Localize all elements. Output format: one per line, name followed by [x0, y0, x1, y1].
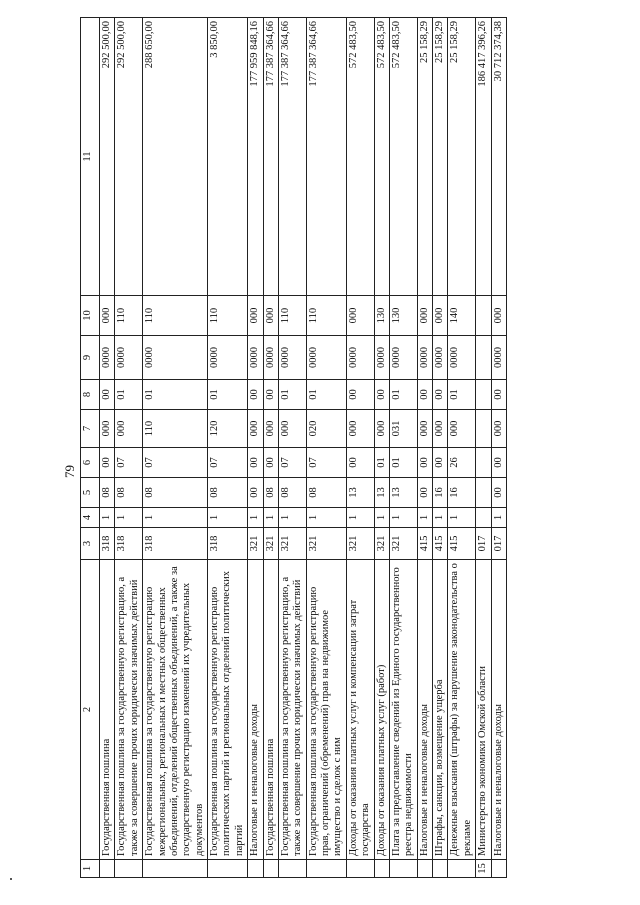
item-name-cell: Доходы от оказания платных услуг и компенсации затрат государства	[346, 560, 374, 860]
subarticle-code-cell	[476, 410, 491, 448]
group-code-cell: 1	[374, 508, 389, 528]
item-name-cell: Штрафы, санкции, возмещение ущерба	[433, 560, 448, 860]
table-row	[263, 18, 278, 878]
element-code-cell: 00	[346, 380, 374, 410]
amount-cell: 177 387 364,66	[263, 18, 278, 296]
economic-code-cell: 130	[374, 296, 389, 336]
row-number-cell	[208, 860, 248, 878]
table-row	[417, 18, 432, 878]
table-row	[208, 18, 248, 878]
group-code-cell	[476, 508, 491, 528]
table-row	[476, 18, 491, 878]
economic-code-cell: 000	[100, 296, 115, 336]
article-code-cell: 01	[389, 448, 417, 478]
header-cell: 1	[81, 860, 100, 878]
admin-code-cell: 415	[448, 528, 476, 560]
header-cell: 5	[81, 478, 100, 508]
item-name-cell: Государственная пошлина	[100, 560, 115, 860]
item-name-cell: Государственная пошлина за государственную регистрацию, а также за совершение прочих юридически значимых действий	[115, 560, 143, 860]
group-code-cell: 1	[389, 508, 417, 528]
program-code-cell: 0000	[448, 336, 476, 380]
program-code-cell: 0000	[248, 336, 263, 380]
table-row	[374, 18, 389, 878]
row-number-cell	[417, 860, 432, 878]
rotated-content	[60, 18, 615, 878]
program-code-cell: 0000	[417, 336, 432, 380]
table-row	[491, 18, 506, 878]
amount-cell: 572 483,50	[346, 18, 374, 296]
amount-cell: 572 483,50	[389, 18, 417, 296]
article-code-cell: 00	[346, 448, 374, 478]
amount-cell: 572 483,50	[374, 18, 389, 296]
article-code-cell: 07	[278, 448, 306, 478]
table-row	[389, 18, 417, 878]
economic-code-cell: 000	[248, 296, 263, 336]
group-code-cell: 1	[208, 508, 248, 528]
subarticle-code-cell: 000	[248, 410, 263, 448]
amount-cell: 30 712 374,38	[491, 18, 506, 296]
element-code-cell: 01	[278, 380, 306, 410]
table-row	[346, 18, 374, 878]
admin-code-cell: 318	[208, 528, 248, 560]
element-code-cell: 00	[100, 380, 115, 410]
subgroup-code-cell: 13	[374, 478, 389, 508]
amount-cell: 3 850,00	[208, 18, 248, 296]
subgroup-code-cell: 08	[263, 478, 278, 508]
group-code-cell: 1	[417, 508, 432, 528]
subarticle-code-cell: 000	[448, 410, 476, 448]
article-code-cell: 00	[100, 448, 115, 478]
row-number-cell	[389, 860, 417, 878]
table-row	[248, 18, 263, 878]
amount-cell: 186 417 396,26	[476, 18, 491, 296]
element-code-cell: 00	[248, 380, 263, 410]
table-row	[143, 18, 208, 878]
group-code-cell: 1	[433, 508, 448, 528]
article-code-cell: 07	[208, 448, 248, 478]
element-code-cell: 01	[115, 380, 143, 410]
subgroup-code-cell: 13	[346, 478, 374, 508]
admin-code-cell: 318	[100, 528, 115, 560]
item-name-cell: Государственная пошлина за государственную регистрацию прав, ограничений (обременений) прав на недвижимое имущество и сделок с ним	[306, 560, 346, 860]
subarticle-code-cell: 000	[100, 410, 115, 448]
admin-code-cell: 318	[143, 528, 208, 560]
admin-code-cell: 321	[263, 528, 278, 560]
item-name-cell: Государственная пошлина за государственную регистрацию межрегиональных, региональных и местных общественных объединений, отделений общественных объединений, а также за государственную регистрацию изменений их учредительных документов	[143, 560, 208, 860]
admin-code-cell: 321	[306, 528, 346, 560]
economic-code-cell: 000	[263, 296, 278, 336]
amount-cell: 288 650,00	[143, 18, 208, 296]
program-code-cell: 0000	[115, 336, 143, 380]
group-code-cell: 1	[100, 508, 115, 528]
group-code-cell: 1	[448, 508, 476, 528]
header-cell: 10	[81, 296, 100, 336]
table-row	[448, 18, 476, 878]
economic-code-cell: 000	[433, 296, 448, 336]
row-number-cell	[374, 860, 389, 878]
header-row	[81, 18, 100, 878]
article-code-cell: 26	[448, 448, 476, 478]
amount-cell: 177 959 848,16	[248, 18, 263, 296]
row-number-cell	[115, 860, 143, 878]
header-cell: 7	[81, 410, 100, 448]
item-name-cell: Денежные взыскания (штрафы) за нарушение законодательства о рекламе	[448, 560, 476, 860]
program-code-cell: 0000	[306, 336, 346, 380]
subgroup-code-cell	[476, 478, 491, 508]
table-row	[100, 18, 115, 878]
admin-code-cell: 321	[374, 528, 389, 560]
article-code-cell: 00	[433, 448, 448, 478]
item-name-cell: Налоговые и неналоговые доходы	[248, 560, 263, 860]
economic-code-cell: 110	[208, 296, 248, 336]
element-code-cell: 01	[143, 380, 208, 410]
admin-code-cell: 318	[115, 528, 143, 560]
group-code-cell: 1	[346, 508, 374, 528]
economic-code-cell: 000	[417, 296, 432, 336]
subarticle-code-cell: 020	[306, 410, 346, 448]
admin-code-cell: 415	[417, 528, 432, 560]
subarticle-code-cell: 000	[263, 410, 278, 448]
admin-code-cell: 321	[346, 528, 374, 560]
subgroup-code-cell: 00	[491, 478, 506, 508]
subgroup-code-cell: 08	[100, 478, 115, 508]
page-number: 79	[62, 465, 77, 478]
header-cell: 6	[81, 448, 100, 478]
element-code-cell: 00	[263, 380, 278, 410]
element-code-cell	[476, 380, 491, 410]
admin-code-cell: 321	[389, 528, 417, 560]
element-code-cell: 00	[491, 380, 506, 410]
element-code-cell: 01	[208, 380, 248, 410]
program-code-cell: 0000	[143, 336, 208, 380]
economic-code-cell: 000	[346, 296, 374, 336]
article-code-cell: 00	[417, 448, 432, 478]
table-row	[306, 18, 346, 878]
program-code-cell: 0000	[278, 336, 306, 380]
revenue-table	[80, 17, 507, 878]
item-name-cell: Министерство экономики Омской области	[476, 560, 491, 860]
amount-cell: 25 158,29	[448, 18, 476, 296]
subarticle-code-cell: 110	[143, 410, 208, 448]
amount-cell: 292 500,00	[115, 18, 143, 296]
group-code-cell: 1	[306, 508, 346, 528]
program-code-cell: 0000	[346, 336, 374, 380]
subgroup-code-cell: 08	[115, 478, 143, 508]
group-code-cell: 1	[263, 508, 278, 528]
item-name-cell: Государственная пошлина за государственную регистрацию, а также за совершение прочих юридически значимых действий	[278, 560, 306, 860]
amount-cell: 177 387 364,66	[278, 18, 306, 296]
economic-code-cell: 000	[491, 296, 506, 336]
subgroup-code-cell: 16	[433, 478, 448, 508]
subarticle-code-cell: 000	[346, 410, 374, 448]
subarticle-code-cell: 000	[278, 410, 306, 448]
article-code-cell: 07	[306, 448, 346, 478]
program-code-cell: 0000	[389, 336, 417, 380]
group-code-cell: 1	[115, 508, 143, 528]
program-code-cell: 0000	[100, 336, 115, 380]
subgroup-code-cell: 00	[417, 478, 432, 508]
program-code-cell: 0000	[491, 336, 506, 380]
economic-code-cell: 110	[143, 296, 208, 336]
row-number-cell: 15	[476, 860, 491, 878]
item-name-cell: Государственная пошлина	[263, 560, 278, 860]
subarticle-code-cell: 031	[389, 410, 417, 448]
subarticle-code-cell: 000	[491, 410, 506, 448]
row-number-cell	[248, 860, 263, 878]
row-number-cell	[346, 860, 374, 878]
economic-code-cell	[476, 296, 491, 336]
header-cell: 11	[81, 18, 100, 296]
element-code-cell: 01	[306, 380, 346, 410]
economic-code-cell: 110	[115, 296, 143, 336]
article-code-cell	[476, 448, 491, 478]
header-cell: 3	[81, 528, 100, 560]
admin-code-cell: 321	[278, 528, 306, 560]
header-cell: 4	[81, 508, 100, 528]
subarticle-code-cell: 120	[208, 410, 248, 448]
subarticle-code-cell: 000	[374, 410, 389, 448]
row-number-cell	[278, 860, 306, 878]
article-code-cell: 00	[248, 448, 263, 478]
article-code-cell: 01	[374, 448, 389, 478]
table-row	[115, 18, 143, 878]
row-number-cell	[448, 860, 476, 878]
subgroup-code-cell: 08	[278, 478, 306, 508]
group-code-cell: 1	[278, 508, 306, 528]
element-code-cell: 00	[374, 380, 389, 410]
item-name-cell: Доходы от оказания платных услуг (работ)	[374, 560, 389, 860]
subarticle-code-cell: 000	[417, 410, 432, 448]
table-row	[433, 18, 448, 878]
row-number-cell	[143, 860, 208, 878]
subgroup-code-cell: 16	[448, 478, 476, 508]
header-cell: 2	[81, 560, 100, 860]
element-code-cell: 01	[448, 380, 476, 410]
amount-cell: 25 158,29	[417, 18, 432, 296]
article-code-cell: 07	[143, 448, 208, 478]
element-code-cell: 00	[417, 380, 432, 410]
economic-code-cell: 130	[389, 296, 417, 336]
program-code-cell: 0000	[263, 336, 278, 380]
admin-code-cell: 017	[491, 528, 506, 560]
item-name-cell: Налоговые и неналоговые доходы	[491, 560, 506, 860]
item-name-cell: Плата за предоставление сведений из Единого государственного реестра недвижимости	[389, 560, 417, 860]
group-code-cell: 1	[248, 508, 263, 528]
admin-code-cell: 415	[433, 528, 448, 560]
subarticle-code-cell: 000	[433, 410, 448, 448]
row-number-cell	[263, 860, 278, 878]
subgroup-code-cell: 13	[389, 478, 417, 508]
item-name-cell: Государственная пошлина за государственную регистрацию политических партий и региональных отделений политических партий	[208, 560, 248, 860]
amount-cell: 177 387 364,66	[306, 18, 346, 296]
article-code-cell: 00	[491, 448, 506, 478]
scan-speck	[10, 878, 12, 880]
group-code-cell: 1	[143, 508, 208, 528]
row-number-cell	[433, 860, 448, 878]
program-code-cell: 0000	[208, 336, 248, 380]
row-number-cell	[306, 860, 346, 878]
item-name-cell: Налоговые и неналоговые доходы	[417, 560, 432, 860]
element-code-cell: 01	[389, 380, 417, 410]
subgroup-code-cell: 08	[306, 478, 346, 508]
amount-cell: 292 500,00	[100, 18, 115, 296]
economic-code-cell: 110	[278, 296, 306, 336]
admin-code-cell: 017	[476, 528, 491, 560]
economic-code-cell: 110	[306, 296, 346, 336]
row-number-cell	[100, 860, 115, 878]
element-code-cell: 00	[433, 380, 448, 410]
group-code-cell: 1	[491, 508, 506, 528]
program-code-cell: 0000	[374, 336, 389, 380]
subarticle-code-cell: 000	[115, 410, 143, 448]
subgroup-code-cell: 08	[208, 478, 248, 508]
row-number-cell	[491, 860, 506, 878]
program-code-cell	[476, 336, 491, 380]
header-cell: 8	[81, 380, 100, 410]
subgroup-code-cell: 08	[143, 478, 208, 508]
economic-code-cell: 140	[448, 296, 476, 336]
header-cell: 9	[81, 336, 100, 380]
program-code-cell: 0000	[433, 336, 448, 380]
article-code-cell: 07	[115, 448, 143, 478]
table-body	[100, 18, 507, 878]
article-code-cell: 00	[263, 448, 278, 478]
subgroup-code-cell: 00	[248, 478, 263, 508]
table-row	[278, 18, 306, 878]
admin-code-cell: 321	[248, 528, 263, 560]
amount-cell: 25 158,29	[433, 18, 448, 296]
